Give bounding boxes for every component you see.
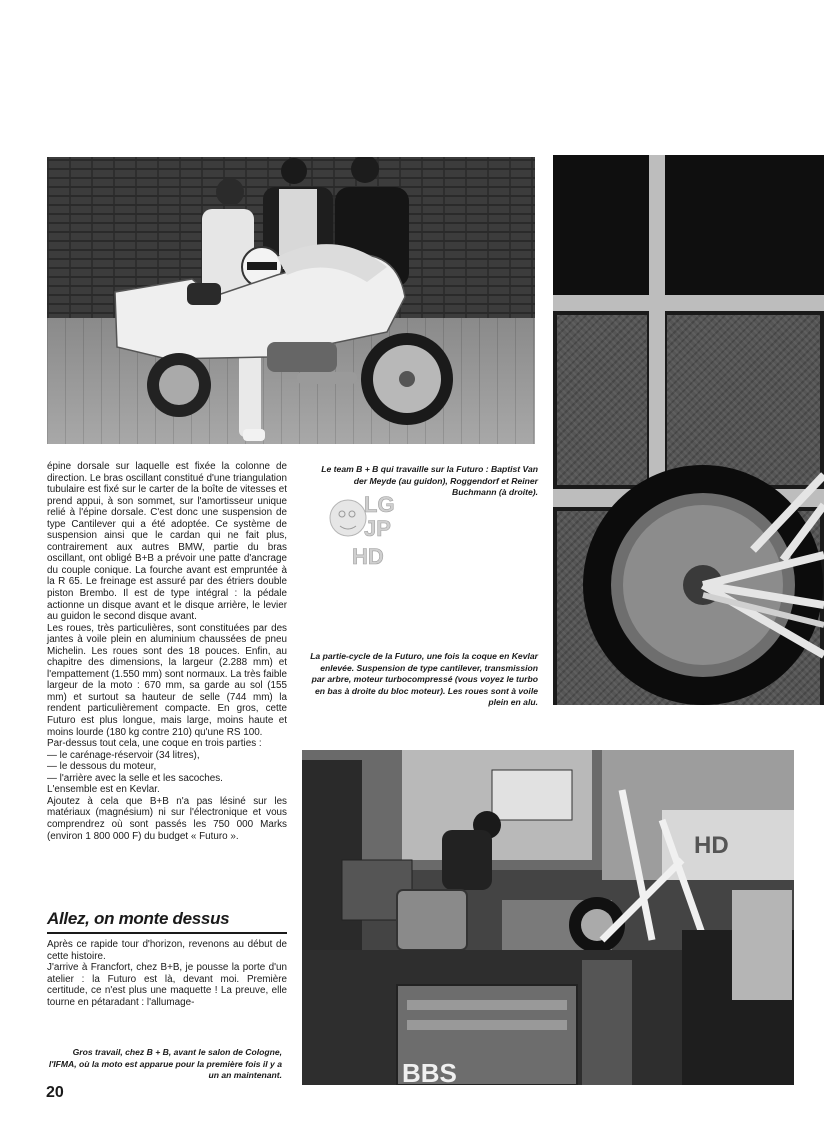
article-paragraph: Par-dessus tout cela, une coque en trois parties : [47,738,262,750]
caption-team-photo: Le team B + B qui travaille sur la Futuro : Baptist Van der Meyde (au guidon), Roggendorf et Reiner Buchmann (à droite). [321,464,538,498]
article-paragraph: Ajoutez à cela que B+B n'a pas lésiné sur les matériaux (magnésium) ni sur l'électronique et vous comprendrez où sont passés les 750 000 Marks (environ 1 800 000 F) du budget « Futuro ». [47,795,287,842]
caption-frame-photo: La partie-cycle de la Futuro, une fois la coque en Kevlar enlevée. Suspension de type cantilever, transmission par arbre, moteur turbocompressé (vous voyez le turbo en bas à droite du bloc moteur). Les roues sont à voile plein en alu. [310,651,538,708]
workshop-sign-text: HD [694,832,729,859]
watermark-graphic [326,490,396,570]
photo-workshop [302,750,794,1085]
heading-underline [47,932,287,934]
article-column-bottom [47,939,287,1008]
article-paragraph: L'ensemble est en Kevlar. [47,784,160,796]
article-paragraph: Après ce rapide tour d'horizon, revenons au début de cette histoire. [47,939,287,962]
photo-motorcycle-frame [553,155,824,705]
list-item: — le carénage-réservoir (34 litres), [47,749,200,761]
workshop-crate-text: BBS [402,1058,457,1085]
section-heading: Allez, on monte dessus [47,909,230,928]
article-paragraph: Les roues, très particulières, sont constituées par des jantes à voile plein en aluminium chaussées de pneu Michelin. Les roues sont des 18 pouces. Enfin, au chapitre des dimensions, la largeur (2.288 mm) et l'empattement (1.550 mm) sont normaux. La très faible largeur de la moto : 670 mm, sa garde au sol (155 mm) et surtout sa hauteur de selle (744 mm) la rendent particulièrement compacte. En gros, cette Futuro est plus longue, mais large, moins haute et moins lourde (180 kg contre 210) qu'une RS 100. [47,622,287,738]
team-photo-illustration [47,157,535,444]
watermark-line-3: HD [352,544,384,569]
workshop-photo-illustration [302,750,794,1085]
photo-team-with-motorcycle [47,157,535,444]
article-paragraph: J'arrive à Francfort, chez B+B, je pousse la porte d'un atelier : la Futuro est là, devant moi. Première certitude, ce n'est plus une maquette ! La preuve, elle tourne en pétaradant : l'allumage- [47,962,287,1008]
watermark-logo [326,490,396,570]
article-column-top [47,461,287,842]
page-number: 20 [46,1084,64,1101]
watermark-line-1: LG [364,492,395,517]
caption-workshop-photo: Gros travail, chez B + B, avant le salon de Cologne, l'IFMA, où la moto est apparue pour la première fois il y a un an maintenant. [48,1047,282,1081]
article-paragraph: épine dorsale sur laquelle est fixée la colonne de direction. Le bras oscillant constitué d'une triangulation tubulaire est fixé sur le carter de la boîte de vitesses et prend appui, à son sommet, sur l'amortisseur unique relié à l'épine dorsale. C'est donc une suspension de type Cantilever qui a été adoptée. Ce système de suspension ainsi que le cardan qui ne fait plus, contrairement aux autres BMW, partie du bras oscillant, ont obligé B+B a prévoir une patte d'ancrage du couple conique. La fourche avant est empruntée à la R 65. Le freinage est assuré par des étriers double piston Brembo. Il est de type intégral : la pédale actionne un disque avant et le disque arrière, le levier au guidon le second disque avant. [47,461,287,623]
frame-photo-illustration [553,155,824,705]
list-item: — l'arrière avec la selle et les sacoches. [47,772,223,784]
list-item: — le dessous du moteur, [47,761,157,773]
watermark-line-2: JP [364,516,391,541]
